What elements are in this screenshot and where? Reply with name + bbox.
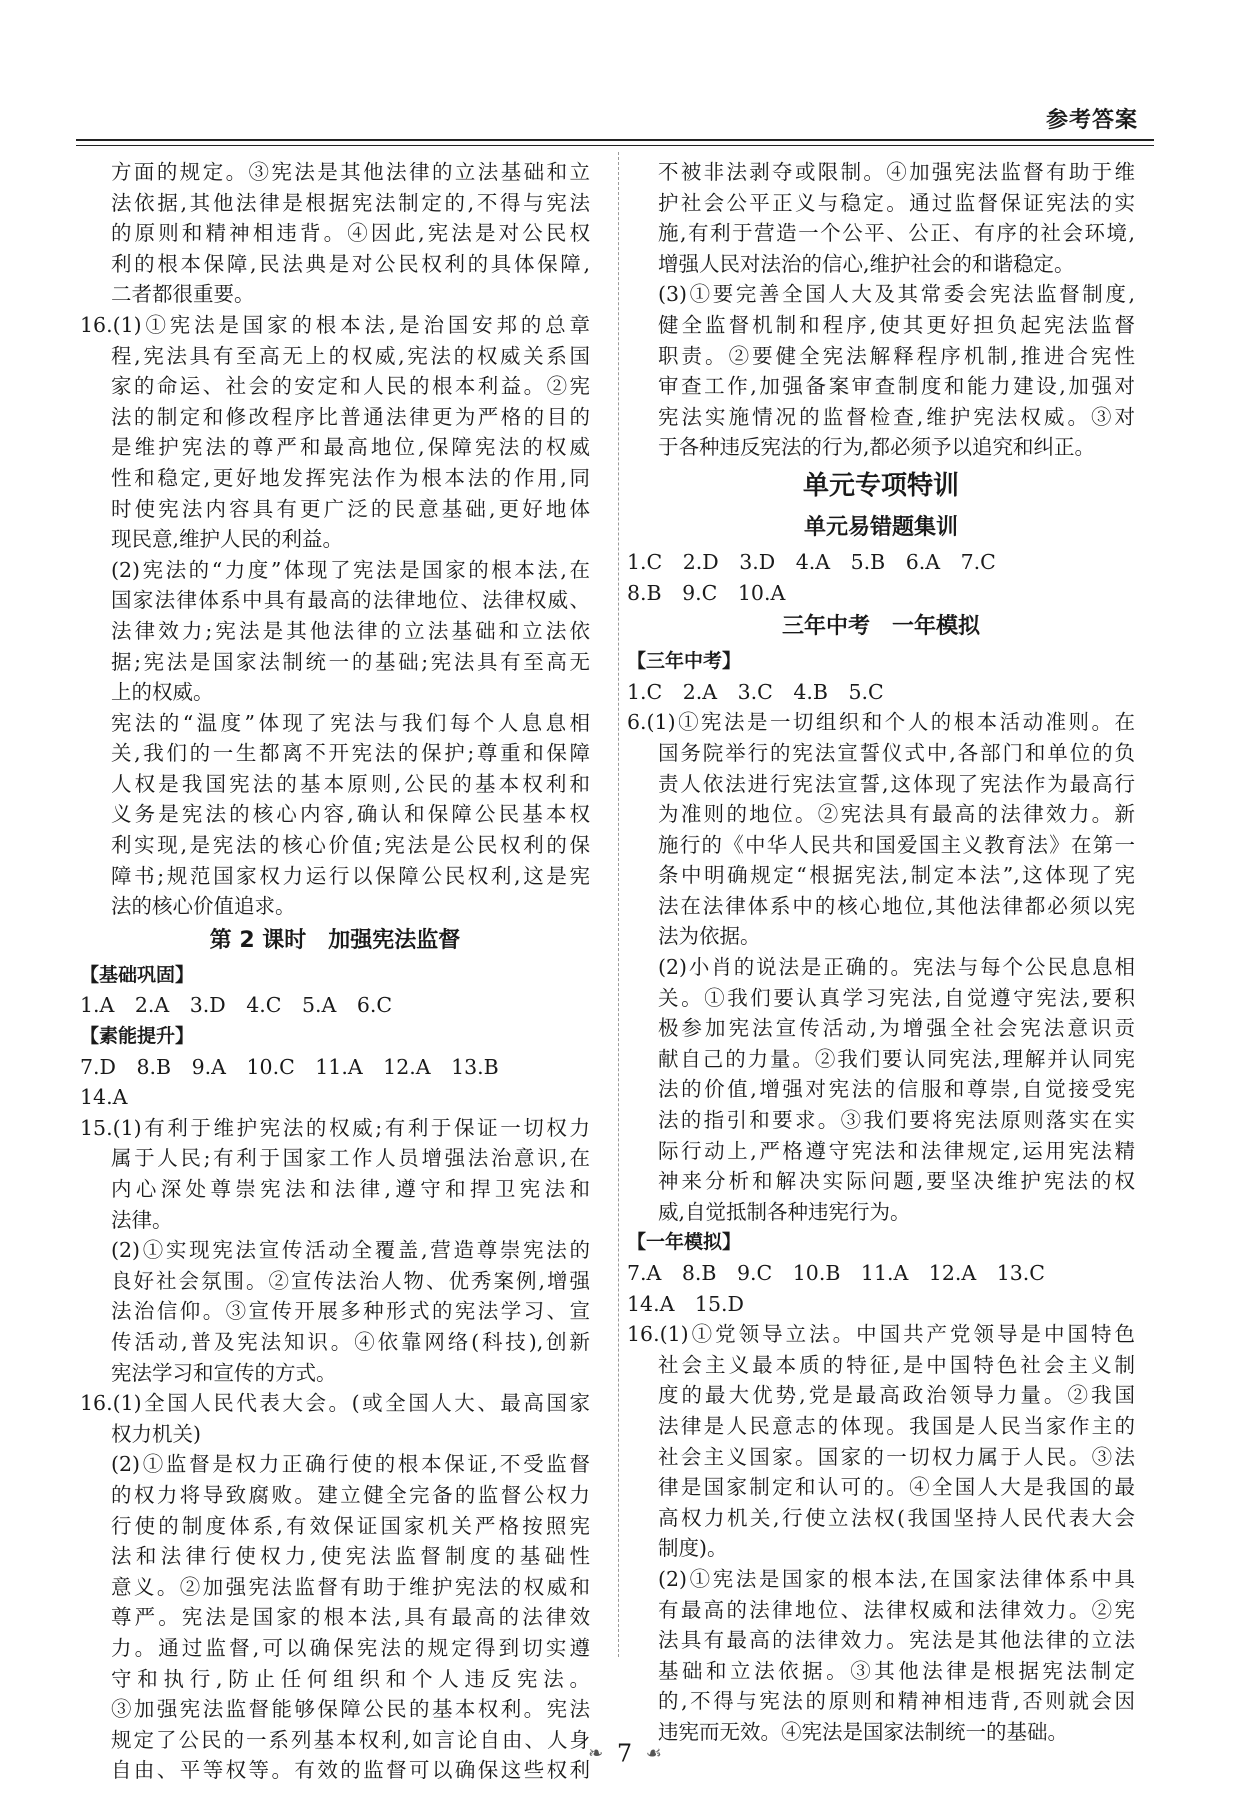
text-line: 法的价值,增强对宪法的信服和尊崇,自觉接受宪 — [658, 1077, 1135, 1102]
text-line: 为准则的地位。②宪法具有最高的法律效力。新 — [658, 802, 1135, 827]
footer-ornament-right-icon: ☙ — [645, 1743, 662, 1764]
column-divider — [618, 152, 619, 1657]
text-line: 传活动,普及宪法知识。④依靠网络(科技),创新 — [111, 1329, 590, 1354]
text-line: 的权力将导致腐败。建立健全完备的监督公权力 — [111, 1482, 590, 1507]
text-line: 性和稳定,更好地发挥宪法作为根本法的作用,同 — [111, 465, 590, 490]
text-line: 度的最大优势,党是最高政治领导力量。②我国 — [658, 1383, 1135, 1408]
text-line: (2)小肖的说法是正确的。宪法与每个公民息息相 — [658, 955, 1135, 980]
text-line: 上的权威。 — [111, 680, 214, 705]
text-line: 社会主义国家。国家的一切权力属于人民。③法 — [658, 1444, 1135, 1469]
text-line: 1.A 2.A 3.D 4.C 5.A 6.C — [80, 993, 393, 1018]
text-line: 力。通过监督,可以确保宪法的规定得到切实遵 — [111, 1635, 590, 1660]
text-line: 是维护宪法的尊严和最高地位,保障宪法的权威 — [111, 435, 590, 460]
text-line: 时使宪法内容具有更广泛的民意基础,更好地体 — [111, 496, 590, 521]
right-column — [627, 157, 1135, 1748]
text-line: 法律是人民意志的体现。我国是人民当家作主的 — [658, 1413, 1135, 1438]
text-line: 内心深处尊崇宪法和法律,遵守和捍卫宪法和 — [111, 1177, 590, 1201]
text-line: 15.(1)有利于维护宪法的权威;有利于保证一切权力 — [80, 1115, 590, 1140]
text-line: 职责。②要健全宪法解释程序机制,推进合宪性 — [658, 343, 1135, 368]
text-line: 极参加宪法宣传活动,为增强全社会宪法意识贡 — [658, 1016, 1135, 1041]
text-line: 程,宪法具有至高无上的权威,宪法的权威关系国 — [111, 343, 590, 368]
text-line: 家的命运、社会的安定和人民的根本利益。②宪 — [111, 374, 590, 399]
text-line: 宪法的“温度”体现了宪法与我们每个人息息相 — [111, 710, 590, 735]
text-line: 国务院举行的宪法宣誓仪式中,各部门和单位的负 — [658, 740, 1135, 765]
text-line: 献自己的力量。②我们要认同宪法,理解并认同宪 — [658, 1046, 1135, 1071]
text-line: 利的根本保障,民法典是对公民权利的具体保障, — [111, 251, 590, 276]
text-line: (3)①要完善全国人大及其常委会宪法监督制度, — [658, 282, 1135, 307]
text-line: 法和法律行使权力,使宪法监督制度的基础性 — [111, 1544, 590, 1569]
text-line: 【素能提升】 — [80, 1025, 195, 1048]
text-line: 护社会公平正义与稳定。通过监督保证宪法的实 — [658, 190, 1135, 215]
text-line: 法的制定和修改程序比普通法律更为严格的目的 — [111, 404, 590, 429]
text-line: 现民意,维护人民的利益。 — [111, 527, 344, 552]
text-line: 宪法实施情况的监督检查,维护宪法权威。③对 — [658, 404, 1135, 429]
text-line: (2)①实现宪法宣传活动全覆盖,营造尊崇宪法的 — [111, 1238, 590, 1263]
text-line: 的,不得与宪法的原则和精神相违背,否则就会因 — [658, 1689, 1135, 1714]
text-line: 障书;规范国家权力运行以保障公民权利,这是宪 — [111, 863, 590, 888]
text-line: 1.C 2.D 3.D 4.A 5.B 6.A 7.C — [627, 549, 996, 574]
text-line: 【一年模拟】 — [627, 1231, 742, 1254]
text-line: 法依据,其他法律是根据宪法制定的,不得与宪法 — [111, 190, 590, 215]
text-line: (2)①监督是权力正确行使的根本保证,不受监督 — [111, 1452, 590, 1477]
text-line: 不被非法剥夺或限制。④加强宪法监督有助于维 — [658, 160, 1135, 184]
text-line: 制度)。 — [658, 1536, 728, 1561]
text-line: 行使的制度体系,有效保证国家机关严格按照宪 — [111, 1513, 590, 1538]
text-line: 条中明确规定“根据宪法,制定本法”,这体现了宪 — [658, 863, 1135, 888]
text-line: 高权力机关,行使立法权(我国坚持人民代表大会 — [658, 1505, 1135, 1530]
text-line: 施,有利于营造一个公平、公正、有序的社会环境, — [658, 221, 1135, 246]
text-line: 社会主义最本质的特征,是中国特色社会主义制 — [658, 1352, 1135, 1377]
text-line: 二者都很重要。 — [111, 282, 255, 307]
text-line: 法的指引和要求。③我们要将宪法原则落实在实 — [658, 1108, 1135, 1133]
text-line: (2)宪法的“力度”体现了宪法是国家的根本法,在 — [111, 557, 590, 582]
text-line: 健全监督机制和程序,使其更好担负起宪法监督 — [658, 312, 1135, 337]
text-line: (2)①宪法是国家的根本法,在国家法律体系中具 — [658, 1566, 1135, 1591]
text-line: ③加强宪法监督能够保障公民的基本权利。宪法 — [111, 1697, 590, 1722]
text-line: 审查工作,加强备案审查制度和能力建设,加强对 — [658, 374, 1135, 399]
left-column — [80, 157, 590, 1786]
text-line: 增强人民对法治的信心,维护社会的和谐稳定。 — [658, 251, 1075, 276]
text-line: 属于人民;有利于国家工作人员增强法治意识,在 — [111, 1146, 590, 1171]
text-line: 6.(1)①宪法是一切组织和个人的根本活动准则。在 — [627, 710, 1135, 735]
text-line: 1.C 2.A 3.C 4.B 5.C — [627, 679, 884, 704]
text-line: 关。①我们要认真学习宪法,自觉遵守宪法,要积 — [658, 985, 1135, 1010]
page-header-label: 参考答案 — [1045, 108, 1138, 133]
text-line: 于各种违反宪法的行为,都必须予以追究和纠正。 — [658, 435, 1096, 460]
text-line: 单元专项特训 — [802, 470, 959, 501]
text-line: 神来分析和解决实际问题,要坚决维护宪法的权 — [658, 1169, 1135, 1194]
text-line: 责人依法进行宪法宣誓,这体现了宪法作为最高行 — [658, 771, 1135, 796]
text-line: 国家法律体系中具有最高的法律地位、法律权威、 — [111, 588, 590, 613]
header-rule-thick — [76, 139, 1154, 141]
page-footer — [0, 1738, 1250, 1768]
text-line: 际行动上,严格遵守宪法和法律规定,运用宪法精 — [658, 1138, 1135, 1163]
text-line: 宪法学习和宣传的方式。 — [111, 1360, 337, 1385]
text-line: 基础和立法依据。③其他法律是根据宪法制定 — [658, 1658, 1135, 1683]
text-line: 7.D 8.B 9.A 10.C 11.A 12.A 13.B — [80, 1054, 499, 1079]
text-line: 法具有最高的法律效力。宪法是其他法律的立法 — [658, 1628, 1135, 1653]
text-line: 三年中考 一年模拟 — [781, 614, 980, 640]
text-line: 单元易错题集训 — [803, 514, 958, 540]
text-line: 违宪而无效。④宪法是国家法制统一的基础。 — [658, 1719, 1068, 1744]
text-line: 法律效力;宪法是其他法律的立法基础和立法依 — [111, 618, 590, 643]
text-line: 方面的规定。③宪法是其他法律的立法基础和立 — [111, 160, 590, 184]
text-line: 8.B 9.C 10.A — [627, 580, 786, 605]
text-line: 施行的《中华人民共和国爱国主义教育法》在第一 — [658, 832, 1135, 857]
text-line: 有最高的法律地位、法律权威和法律效力。②宪 — [658, 1597, 1135, 1622]
text-line: 威,自觉抵制各种违宪行为。 — [658, 1199, 911, 1224]
text-line: 据;宪法是国家法制统一的基础;宪法具有至高无 — [111, 649, 590, 674]
text-line: 法律。 — [111, 1207, 173, 1232]
text-line: 法治信仰。③宣传开展多种形式的宪法学习、宣 — [111, 1299, 590, 1324]
text-line: 律是国家制定和认可的。④全国人大是我国的最 — [658, 1475, 1135, 1500]
text-line: 的原则和精神相违背。④因此,宪法是对公民权 — [111, 221, 590, 246]
text-line: 16.(1)①宪法是国家的根本法,是治国安邦的总章 — [80, 312, 590, 337]
text-line: 自由、平等权等。有效的监督可以确保这些权利 — [111, 1758, 590, 1783]
text-line: 义务是宪法的核心内容,确认和保障公民基本权 — [111, 802, 590, 827]
text-line: 7.A 8.B 9.C 10.B 11.A 12.A 13.C — [627, 1261, 1045, 1285]
page-number: 7 — [616, 1739, 633, 1768]
text-line: 14.A — [80, 1085, 128, 1110]
text-line: 良好社会氛围。②宣传法治人物、优秀案例,增强 — [111, 1268, 590, 1293]
text-line: 【基础巩固】 — [80, 963, 195, 986]
header-rule-thin — [76, 145, 1154, 146]
text-line: 法的核心价值追求。 — [111, 894, 296, 919]
text-line: 权力机关) — [111, 1421, 201, 1446]
text-line: 【三年中考】 — [627, 650, 742, 673]
text-line: 16.(1)①党领导立法。中国共产党领导是中国特色 — [627, 1322, 1135, 1347]
text-line: 法在法律体系中的核心地位,其他法律都必须以宪 — [658, 893, 1135, 918]
text-line: 14.A 15.D — [627, 1291, 744, 1316]
text-line: 第 2 课时 加强宪法监督 — [209, 927, 461, 953]
text-line: 意义。②加强宪法监督有助于维护宪法的权威和 — [111, 1574, 590, 1599]
text-line: 人权是我国宪法的基本原则,公民的基本权利和 — [111, 771, 590, 796]
footer-ornament-left-icon: ❧ — [588, 1743, 604, 1764]
text-line: 利实现,是宪法的核心价值;宪法是公民权利的保 — [111, 833, 590, 858]
text-line: 16.(1)全国人民代表大会。(或全国人大、最高国家 — [80, 1391, 590, 1416]
text-line: 规定了公民的一系列基本权利,如言论自由、人身 — [111, 1727, 590, 1752]
text-line: 法为依据。 — [658, 924, 761, 949]
text-line: 守和执行,防止任何组织和个人违反宪法。 — [111, 1666, 590, 1691]
text-line: 关,我们的一生都离不开宪法的保护;尊重和保障 — [111, 741, 590, 766]
text-line: 尊严。宪法是国家的根本法,具有最高的法律效 — [111, 1605, 590, 1630]
